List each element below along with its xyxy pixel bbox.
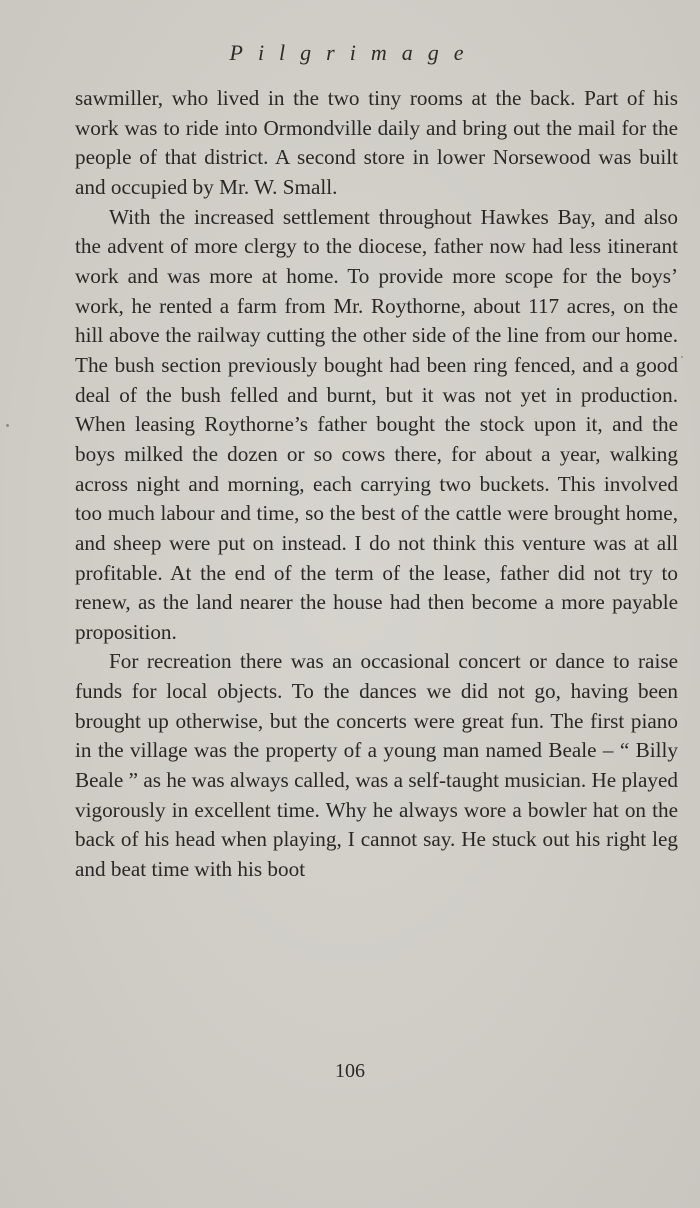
paragraph-3: For recreation there was an occasional concert or dance to raise funds for local objects. To the dances we did not go, having been brought up otherwise, but the concerts were great fun. The first piano in the village was the property of a young man named Beale – “ Billy Beale ” as he was always called, was a self-taught musician. He played vigorously in excellent time. Why he always wore a bowler hat on the back of his head when playing, I cannot say. He stuck out his right leg and beat time with his boot <box>75 649 678 882</box>
paper-speck <box>6 424 9 427</box>
body-text <box>75 84 678 885</box>
paragraph-1: sawmiller, who lived in the two tiny rooms at the back. Part of his work was to ride into Ormondville daily and bring out the mail for the people of that district. A second store in lower Norsewood was built and occupied by Mr. W. Small. <box>75 86 678 199</box>
page-number: 106 <box>335 1060 365 1082</box>
running-head: Pilgrimage <box>229 40 479 65</box>
paper-speck <box>681 356 683 358</box>
paragraph-2: With the increased settlement throughout Hawkes Bay, and also the advent of more clergy to the diocese, father now had less itinerant work and was more at home. To provide more scope for the boys’ work, he rented a farm from Mr. Roythorne, about 117 acres, on the hill above the railway cutting the other side of the line from our home. The bush section previously bought had been ring fenced, and a good deal of the bush felled and burnt, but it was not yet in production. When leasing Roythorne’s father bought the stock upon it, and the boys milked the dozen or so cows there, for about a year, walking across night and morning, each carrying two buckets. This involved too much labour and time, so the best of the cattle were brought home, and sheep were put on instead. I do not think this venture was at all profitable. At the end of the term of the lease, father did not try to renew, as the land nearer the house had then become a more payable proposition. <box>75 204 678 644</box>
